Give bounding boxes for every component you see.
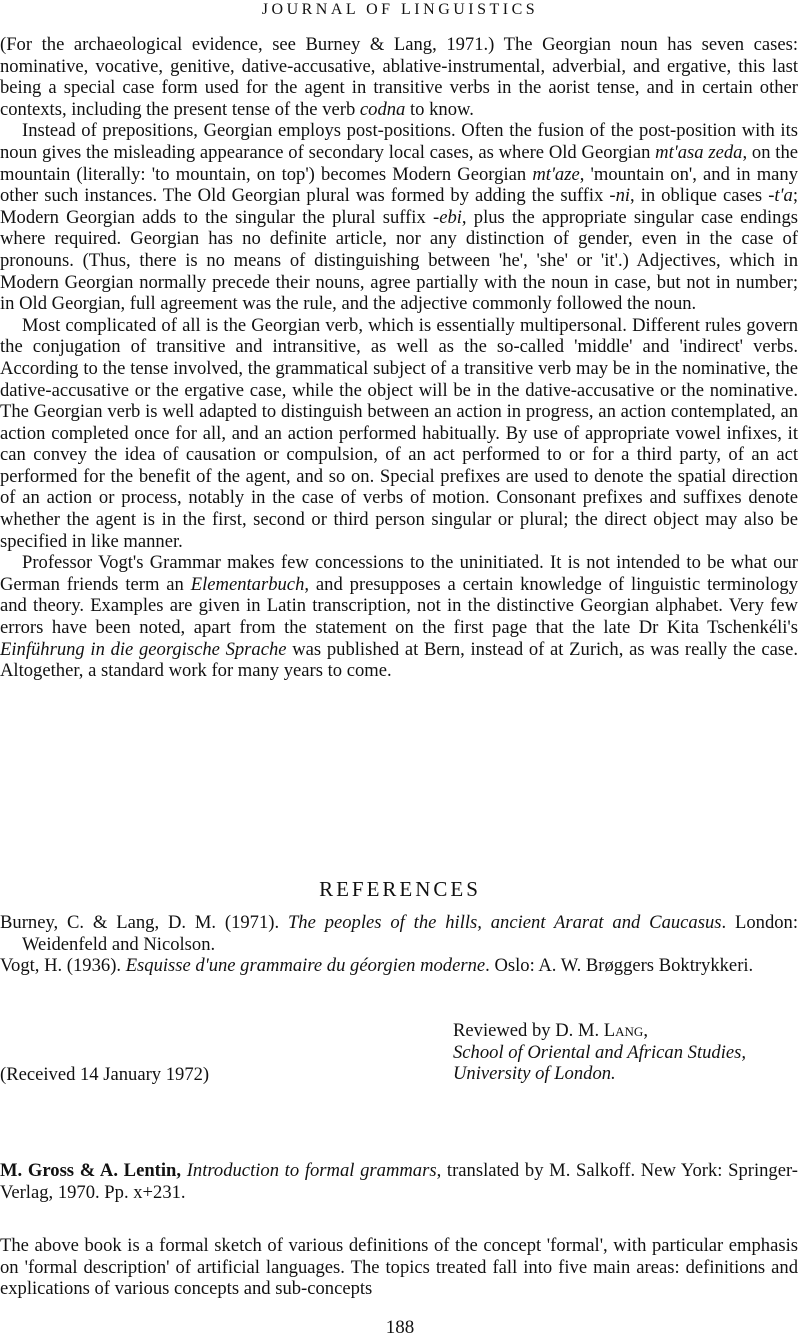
reference-entry: Burney, C. & Lang, D. M. (1971). The peoples of the hills, ancient Ararat and Caucasus. London: Weidenfeld and Nicolson. [0,912,799,955]
paragraph-post-positions: Instead of prepositions, Georgian employs post-positions. Often the fusion of the post-position with its noun gives the misleading appearance of secondary local cases, as where Old Georgian mt'asa zeda, on the mountain (literally: 'to mountain, on top') becomes Modern Georgian mt'aze, 'mountain on', and in many other such instances. The Old Georgian plural was formed by adding the suffix -ni, in oblique cases -t'a; Modern Georgian adds to the singular the plural suffix -ebi, plus the appropriate singular case endings where required. Georgian has no definite article, nor any distinction of gender, even in the case of pronouns. (Thus, there is no means of distinguishing between 'he', 'she' or 'it'.) Adjectives, which in Modern Georgian normally precede their nouns, agree partially with the noun in case, but not in number; in Old Georgian, full agreement was the rule, and the adjective commonly followed the noun. [0,120,799,315]
reviewer-signature [453,1020,798,1085]
italic-term: -ebi [433,206,462,228]
italic-term: mt'aze [532,163,580,185]
received-date: (Received 14 January 1972) [0,1064,210,1085]
reference-title: The peoples of the hills, ancient Ararat and Caucasus [287,912,722,933]
references-list [0,912,798,977]
reviewer-affiliation: School of Oriental and African Studies, [453,1041,747,1063]
review-book-title: Introduction to formal grammars [186,1160,437,1181]
review-publication-details: , translated by M. Salkoff. New York: Springer-Verlag, 1970. Pp. x+231. [0,1160,798,1203]
paragraph-evaluation: Professor Vogt's Grammar makes few concessions to the uninitiated. It is not intended to be what our German friends term an Elementarbuch, and presupposes a certain knowledge of linguistic terminology and theory. Examples are given in Latin transcription, not in the distinctive Georgian alphabet. Very few errors have been noted, apart from the statement on the first page that the late Dr Kita Tschenkéli's Einführung in die georgische Sprache was published at Bern, instead of at Zurich, as was really the case. Altogether, a standard work for many years to come. [0,552,799,682]
page-number: 188 [385,1317,415,1338]
next-review-body: The above book is a formal sketch of various definitions of the concept 'formal', with particular emphasis on 'formal description' of artificial languages. The topics treated fall into five main areas: definitions and explications of various concepts and sub-concepts [0,1235,798,1300]
italic-term: -ni [609,185,631,207]
next-review-heading [0,1160,798,1203]
paragraph-noun-cases: (For the archaeological evidence, see Burney & Lang, 1971.) The Georgian noun has seven cases: nominative, vocative, genitive, dative-accusative, ablative-instrumental, adverbial, and ergative, this last being a special case form used for the agent in transitive verbs in the aorist tense, and in certain other contexts, including the present tense of the verb codna to know. [0,34,798,120]
review-body-text [0,34,798,682]
running-head: JOURNAL OF LINGUISTICS [261,1,539,18]
italic-term: mt'asa zeda [655,141,743,163]
reference-entry: Vogt, H. (1936). Esquisse d'une grammaire du géorgien moderne. Oslo: A. W. Brøggers Boktrykkeri. [0,955,754,977]
review-authors: M. Gross & A. Lentin, [0,1160,182,1181]
reviewer-name: Reviewed by D. M. Lang, [453,1020,648,1041]
italic-term: Elementarbuch [190,573,305,595]
references-heading: REFERENCES [319,877,481,901]
italic-title: Einführung in die georgische Sprache [0,638,287,660]
reference-title: Esquisse d'une grammaire du géorgien moderne [125,955,486,977]
reviewer-institution: University of London. [453,1063,616,1085]
italic-term: -t'a [768,185,793,207]
paragraph-verb: Most complicated of all is the Georgian verb, which is essentially multipersonal. Different rules govern the conjugation of transitive and intransitive, as well as the so-called 'middle' and 'indirect' verbs. According to the tense involved, the grammatical subject of a transitive verb may be in the nominative, the dative-accusative or the ergative case, while the object will be in the dative-accusative or the nominative. The Georgian verb is well adapted to distinguish between an action in progress, an action contemplated, an action completed once for all, and an action performed habitually. By use of appropriate vowel infixes, it can convey the idea of causation or compulsion, of an act performed to or for a third party, of an act performed for the benefit of the agent, and so on. Special prefixes are used to denote the spatial direction of an action or process, notably in the case of verbs of motion. Consonant prefixes and suffixes denote whether the agent is in the first, second or third person singular or plural; the direct object may also be specified in like manner. [0,314,798,552]
italic-term: codna [359,98,406,120]
